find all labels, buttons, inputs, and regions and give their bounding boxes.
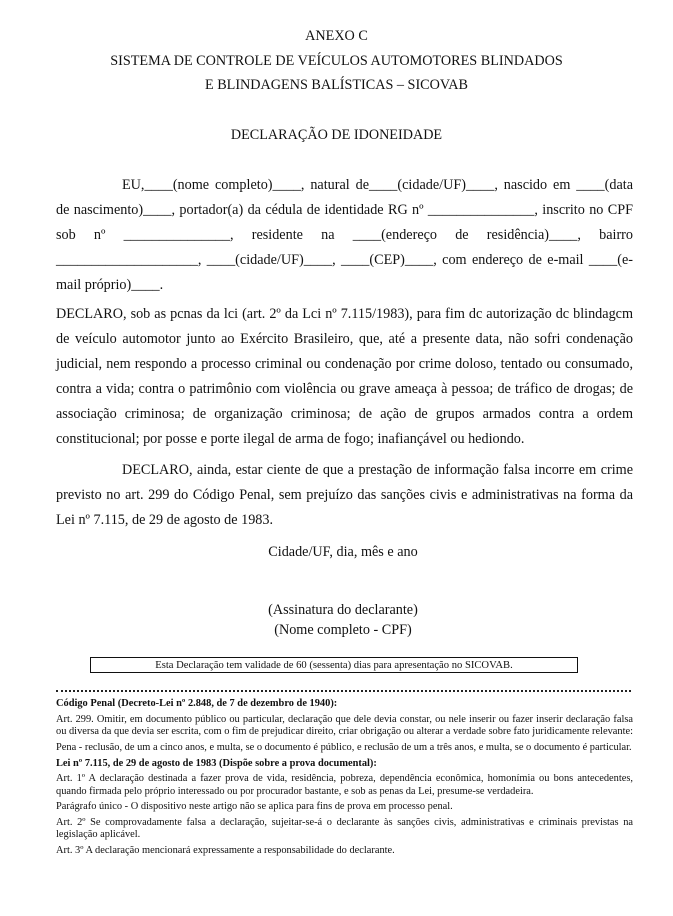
footnote-art1: Art. 1º A declaração destinada a fazer prova de vida, residência, pobreza, dependência econômica, homonímia ou bons antecedentes, quando firmada pelo próprio interessado ou por procurador bastante, e sob as penas da Lei, presume-se verdadeira. (56, 773, 633, 797)
annex-label: ANEXO C (305, 28, 368, 44)
footnote-sole-paragraph: Parágrafo único - O dispositivo neste artigo não se aplica para fins de prova em processo penal. (56, 801, 453, 813)
place-date-line: Cidade/UF, dia, mês e ano (268, 544, 418, 560)
legal-footnotes (56, 698, 633, 861)
validity-notice-box: Esta Declaração tem validade de 60 (sessenta) dias para apresentação no SICOVAB. (90, 657, 578, 673)
signature-label: (Assinatura do declarante) (268, 602, 418, 618)
identification-paragraph: EU,____(nome completo)____, natural de____(cidade/UF)____, nascido em ____(data de nascimento)____, portador(a) da cédula de identidade RG nº _______________, inscrito no CPF sob nº _______________, residente na ____(endereço de residência)____, bairro ____________________, ____(cidade/UF)____, ____(CEP)____, com endereço de e-mail ____(e-mail próprio)____. (56, 177, 633, 293)
footnote-art299: Art. 299. Omitir, em documento público ou particular, declaração que dele devia constar, ou nele inserir ou fazer inserir declaração falsa ou diversa da que devia ser escrita, com o fim de prejudicar direito, criar obrigação ou alterar a verdade sobre fato juridicamente relevante: (56, 713, 633, 737)
full-name-cpf-label: (Nome completo - CPF) (274, 622, 412, 638)
document-title: DECLARAÇÃO DE IDONEIDADE (230, 127, 443, 143)
law-heading: Lei nº 7.115, de 29 de agosto de 1983 (Dispõe sobre a prova documental): (56, 757, 377, 769)
footnote-art2: Art. 2º Se comprovadamente falsa a declaração, sujeitar-se-á o declarante às sanções civis, administrativas e criminais previstas na legislação aplicável. (56, 817, 633, 841)
declaration-paragraph: DECLARO, sob as pcnas da lci (art. 2º da Lci nº 7.115/1983), para fim dc autorização dc blindagcm de veículo automotor junto ao Exército Brasileiro, que, até a presente data, não sofri condenação judicial, nem respondo a processo criminal ou condenação por crime doloso, tentado ou consumado, contra a vida; contra o patrimônio com violência ou grave ameaça à pessoa; de tráfico de drogas; de associação criminosa; de organização criminosa; de ação de grupos armados contra a ordem constitucional; por posse e porte ilegal de arma de fogo; inafiançável ou hediondo. (56, 306, 633, 447)
system-name-line1: SISTEMA DE CONTROLE DE VEÍCULOS AUTOMOTORES BLINDADOS (110, 53, 563, 69)
declaration-body (56, 173, 633, 533)
penal-code-heading: Código Penal (Decreto-Lei nº 2.848, de 7 de dezembro de 1940): (56, 698, 338, 709)
awareness-paragraph: DECLARO, ainda, estar ciente de que a prestação de informação falsa incorre em crime previsto no art. 299 do Código Penal, sem prejuízo das sanções civis e administrativas na forma da Lei nº 7.115, de 29 de agosto de 1983. (56, 462, 633, 528)
system-name-line2: E BLINDAGENS BALÍSTICAS – SICOVAB (204, 77, 468, 93)
footnote-penalty: Pena - reclusão, de um a cinco anos, e multa, se o documento é público, e reclusão de um a três anos, e multa, se o documento é particular. (56, 741, 632, 753)
footnote-art3: Art. 3º A declaração mencionará expressamente a responsabilidade do declarante. (56, 845, 395, 857)
separator-dotted-line (56, 690, 631, 692)
